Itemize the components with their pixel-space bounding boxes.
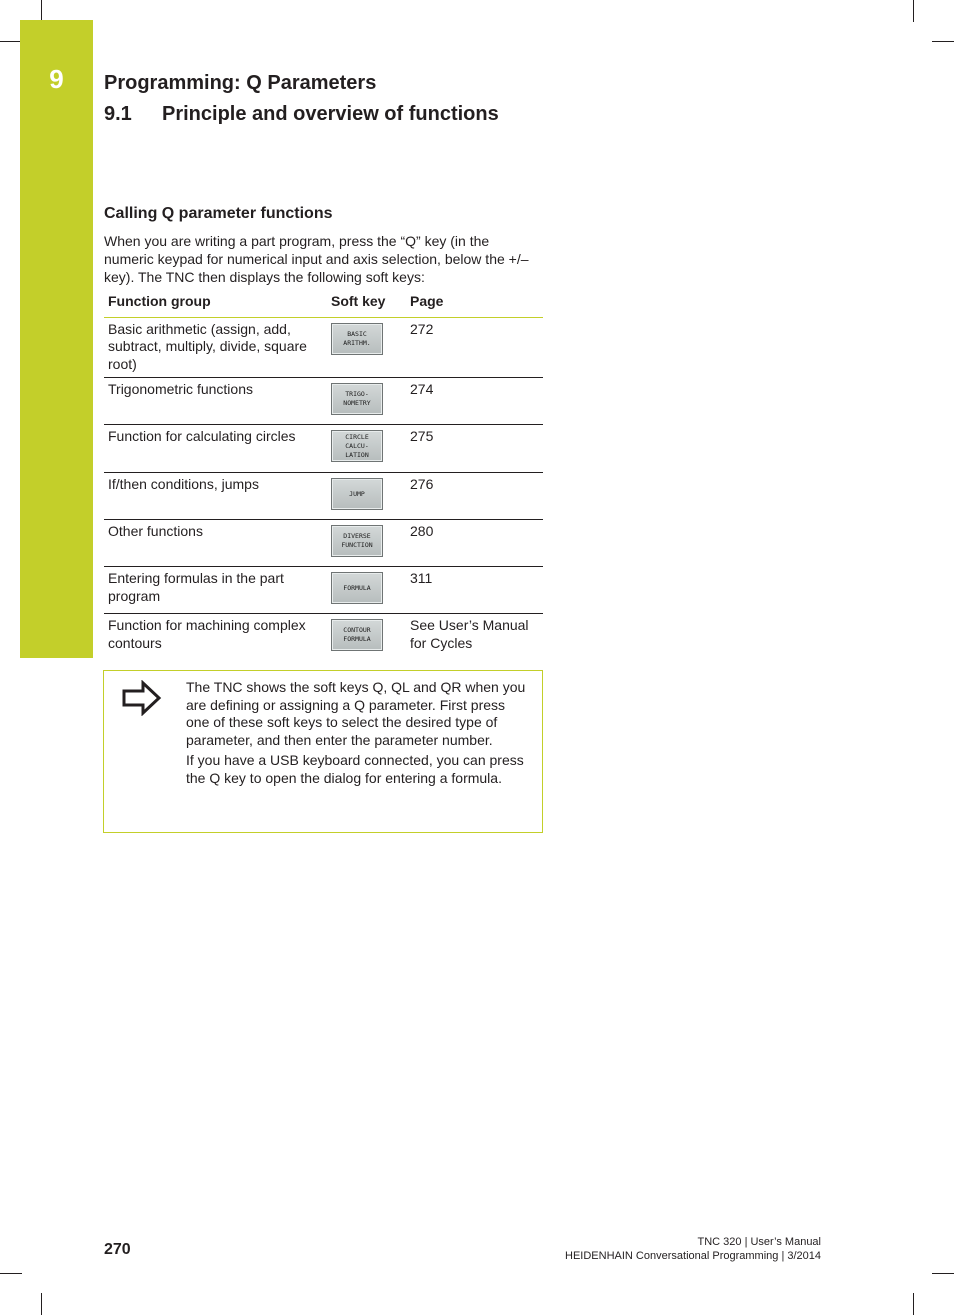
softkey-label-line: JUMP — [349, 489, 365, 498]
softkey-cell — [327, 567, 406, 614]
table-header-row — [104, 290, 543, 317]
function-group-cell: Function for calculating circles — [104, 425, 327, 473]
note-paragraph: If you have a USB keyboard connected, you can press the Q key to open the dialog for entering a formula. — [186, 752, 524, 786]
crop-mark — [932, 1273, 954, 1274]
table-row — [104, 567, 543, 614]
softkey-label-line: FORMULA — [343, 583, 371, 592]
column-header: Page — [406, 290, 543, 317]
footer-info — [565, 1235, 821, 1263]
page-cell: 280 — [406, 520, 543, 567]
note-text — [186, 679, 528, 790]
page-cell: 272 — [406, 317, 543, 378]
crop-mark — [913, 1293, 914, 1315]
softkey-label-line: TRIGO- — [345, 390, 369, 398]
function-group-cell: Trigonometric functions — [104, 378, 327, 425]
softkey-cell — [327, 473, 406, 520]
softkey-label-line: NOMETRY — [343, 399, 371, 407]
softkey-label-line: CIRCLE — [345, 432, 369, 441]
function-group-cell: Function for machining complex contours — [108, 617, 306, 651]
section-title — [104, 103, 499, 126]
softkey-label-line: FORMULA — [343, 635, 371, 643]
softkey-label-line: DIVERSE — [343, 532, 371, 540]
crop-mark — [0, 41, 22, 42]
page-cell: See User’s Manual for Cycles — [410, 617, 529, 651]
crop-mark — [932, 41, 954, 42]
page-cell: 275 — [406, 425, 543, 473]
section-number: 9.1 — [104, 103, 132, 125]
softkey-label-line: FUNCTION — [341, 541, 373, 549]
softkey-cell — [327, 425, 406, 473]
softkey-label-line: BASIC — [347, 329, 367, 338]
footer-publication: HEIDENHAIN Conversational Programming | 3/2014 — [565, 1250, 821, 1262]
function-group-cell: Basic arithmetic (assign, add, subtract, multiply, divide, square root) — [104, 317, 327, 378]
table-body — [104, 317, 543, 662]
column-header: Function group — [104, 290, 327, 317]
footer-manual-title: TNC 320 | User’s Manual — [697, 1236, 821, 1248]
page-cell: 276 — [406, 473, 543, 520]
table-row — [104, 378, 543, 425]
softkey-cell — [327, 378, 406, 425]
function-group-cell: If/then conditions, jumps — [104, 473, 327, 520]
arrow-right-icon — [121, 680, 163, 716]
note-box — [103, 670, 543, 833]
chapter-number: 9 — [49, 64, 64, 94]
function-group-cell: Other functions — [104, 520, 327, 567]
softkey-cell — [327, 520, 406, 567]
subsection-heading: Calling Q parameter functions — [104, 205, 333, 222]
softkey-label-line: ARITHM. — [343, 338, 371, 347]
chapter-title: Programming: Q Parameters — [104, 72, 377, 94]
table-row — [104, 520, 543, 567]
page-cell: 311 — [406, 567, 543, 614]
function-table — [104, 290, 543, 662]
intro-paragraph: When you are writing a part program, press the “Q” key (in the numeric keypad for numerical input and axis selection, below the +/– key). The TNC then displays the following soft keys: — [104, 233, 529, 285]
softkey-button — [331, 478, 383, 510]
function-group-cell: Entering formulas in the part program — [104, 567, 327, 614]
softkey-label-line: LATION — [345, 450, 369, 459]
note-paragraph: The TNC shows the soft keys Q, QL and QR when you are defining or assigning a Q parameter. First press one of these soft keys to select the desired type of parameter, and then enter the parameter number. — [186, 679, 526, 748]
section-title-text: Principle and overview of functions — [162, 103, 499, 125]
table-row — [104, 614, 543, 662]
table-row — [104, 317, 543, 378]
softkey-button — [331, 383, 383, 415]
chapter-tab — [20, 20, 93, 658]
crop-mark — [41, 0, 42, 22]
softkey-button — [331, 430, 383, 462]
column-header: Soft key — [327, 290, 406, 317]
softkey-cell — [327, 614, 406, 662]
page-cell: 274 — [406, 378, 543, 425]
table-row — [104, 425, 543, 473]
softkey-button — [331, 572, 383, 604]
softkey-cell — [327, 317, 406, 378]
softkey-button — [331, 525, 383, 557]
crop-mark — [0, 1273, 22, 1274]
softkey-button — [331, 619, 383, 651]
softkey-label-line: CALCU- — [345, 441, 369, 450]
crop-mark — [41, 1293, 42, 1315]
softkey-label-line: CONTOUR — [343, 626, 371, 634]
softkey-button — [331, 323, 383, 355]
page-number: 270 — [104, 1241, 131, 1258]
crop-mark — [913, 0, 914, 22]
table-row — [104, 473, 543, 520]
